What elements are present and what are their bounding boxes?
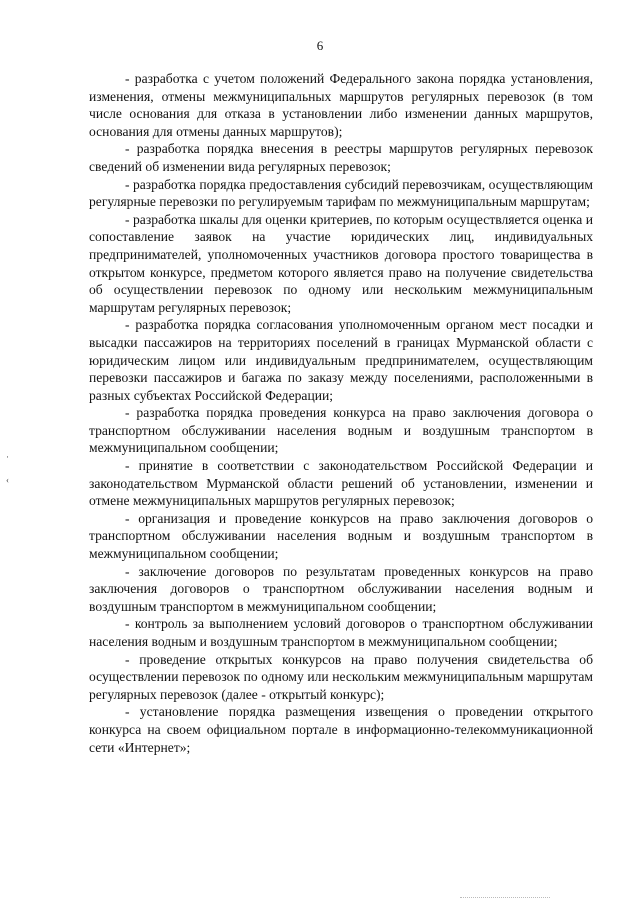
page-edge-mark <box>460 897 550 899</box>
page-number: 6 <box>316 38 324 53</box>
paragraph: - принятие в соответствии с законодательством Российской Федерации и законодательством Мурманской области решений об установлении, изменении и отмене межмуниципальных маршрутов регулярных перевозок; <box>89 458 593 509</box>
paragraph: - организация и проведение конкурсов на право заключения договоров о транспортном обслуживании населения водным и воздушным транспортом в межмуниципальном сообщении; <box>89 510 593 562</box>
document-body <box>89 70 593 756</box>
margin-mark: ‹ <box>6 475 9 485</box>
paragraph: - проведение открытых конкурсов на право получения свидетельства об осуществлении перевозок по одному или нескольким межмуниципальным маршрутам регулярных перевозок (далее - открытый конкурс); <box>89 651 593 702</box>
paragraph: - контроль за выполнением условий договоров о транспортном обслуживании населения водным и воздушным транспортом в межмуниципальном сообщении; <box>89 616 593 649</box>
paragraph: - разработка порядка согласования уполномоченным органом мест посадки и высадки пассажиров на территориях поселений в границах Мурманской области с юридическим лицом или индивидуальным предпринимателем, осуществляющим перевозки пассажиров и багажа по заказу между поселениями, расположенными в разных субъектах Российской Федерации; <box>89 317 593 403</box>
paragraph: - заключение договоров по результатам проведенных конкурсов на право заключения договоров о транспортном обслуживании населения водным и воздушным транспортом в межмуниципальном сообщении; <box>89 563 593 614</box>
paragraph: - разработка порядка предоставления субсидий перевозчикам, осуществляющим регулярные перевозки по регулируемым тарифам по межмуниципальным маршрутам; <box>89 176 593 210</box>
paragraph: - установление порядка размещения извещения о проведении открытого конкурса на своем официальном портале в информационно-телекоммуникационной сети «Интернет»; <box>89 704 593 755</box>
paragraph: - разработка порядка проведения конкурса на право заключения договора о транспортном обслуживании населения водным и воздушным транспортом в межмуниципальном сообщении; <box>89 405 593 456</box>
paragraph: - разработка шкалы для оценки критериев, по которым осуществляется оценка и сопоставление заявок на участие юридических лиц, индивидуальных предпринимателей, уполномоченных участников договора простого товарищества в открытом конкурсе, предметом которого является право на получение свидетельства об осуществлении перевозок по одному или нескольким межмуниципальным маршрутам регулярных перевозок; <box>89 211 593 315</box>
paragraph: - разработка с учетом положений Федерального закона порядка установления, изменения, отмены межмуниципальных маршрутов регулярных перевозок (в том числе основания для отказа в установлении либо изменении данных маршрутов, основания для отмены данных маршрутов); <box>89 71 593 139</box>
margin-mark: · <box>6 452 9 462</box>
paragraph: - разработка порядка внесения в реестры маршрутов регулярных перевозок сведений об изменении вида регулярных перевозок; <box>89 141 593 174</box>
